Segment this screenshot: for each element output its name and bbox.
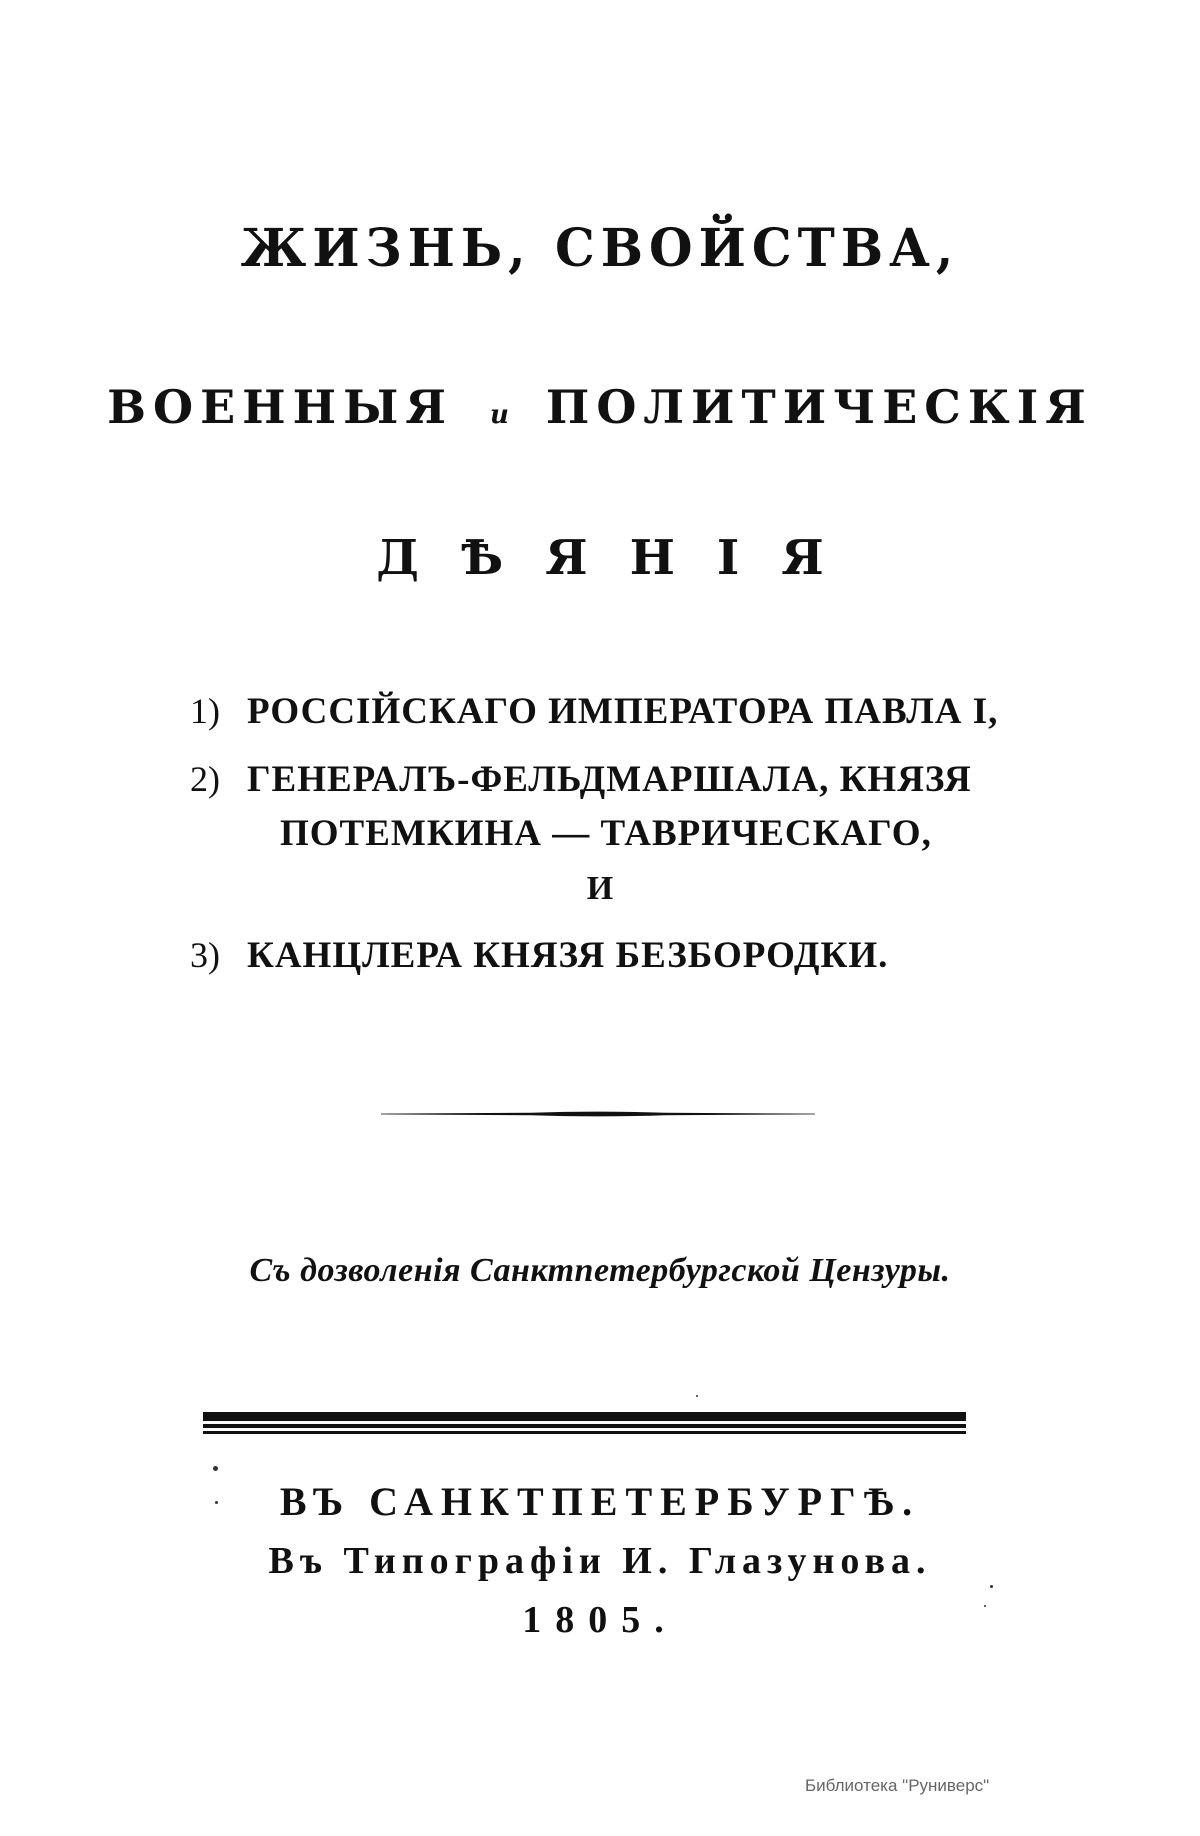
conjunction: И bbox=[586, 870, 614, 907]
title-line-3 bbox=[0, 530, 1200, 586]
imprint-city: ВЪ САНКТПЕТЕРБУРГѢ. bbox=[279, 1479, 921, 1524]
subject-3-number: 3) bbox=[190, 935, 220, 975]
print-speck bbox=[696, 1395, 698, 1397]
subject-1-number: 1) bbox=[190, 691, 220, 731]
title-line-1: ЖИЗНЬ, СВОЙСТВА, bbox=[240, 216, 960, 279]
title-line-2-political: ПОЛИТИЧЕСКІЯ bbox=[545, 380, 1093, 434]
subject-2-line-1: ГЕНЕРАЛЪ-ФЕЛЬДМАРШАЛА, КНЯЗЯ bbox=[247, 759, 972, 800]
subject-3-line-1: КАНЦЛЕРА КНЯЗЯ БЕЗБОРОДКИ. bbox=[247, 935, 889, 976]
double-rule bbox=[203, 1412, 966, 1434]
library-watermark: Библиотека "Руниверс" bbox=[805, 1776, 990, 1795]
title-line-3-deeds: ДѢЯНІЯ bbox=[376, 530, 866, 586]
title-line-2-and: и bbox=[489, 400, 509, 430]
imprint-press: Въ Типографіи И. Глазунова. bbox=[268, 1540, 932, 1582]
print-speck bbox=[215, 1501, 218, 1504]
print-speck bbox=[213, 1466, 218, 1471]
title-line-2-military: ВОЕННЫЯ bbox=[107, 380, 453, 434]
subject-2-number: 2) bbox=[190, 759, 220, 799]
imprint-year: 1805. bbox=[522, 1599, 678, 1641]
subject-2-line-2: ПОТЕМКИНА — ТАВРИЧЕСКАГО, bbox=[280, 813, 932, 854]
title-line-2 bbox=[0, 380, 1200, 434]
subject-1-line-1: РОССІЙСКАГО ИМПЕРАТОРА ПАВЛА I, bbox=[247, 691, 999, 732]
print-speck bbox=[990, 1585, 993, 1588]
print-speck bbox=[984, 1605, 986, 1607]
censorship-permission: Съ дозволенія Санктпетербургской Цензуры. bbox=[249, 1252, 951, 1289]
